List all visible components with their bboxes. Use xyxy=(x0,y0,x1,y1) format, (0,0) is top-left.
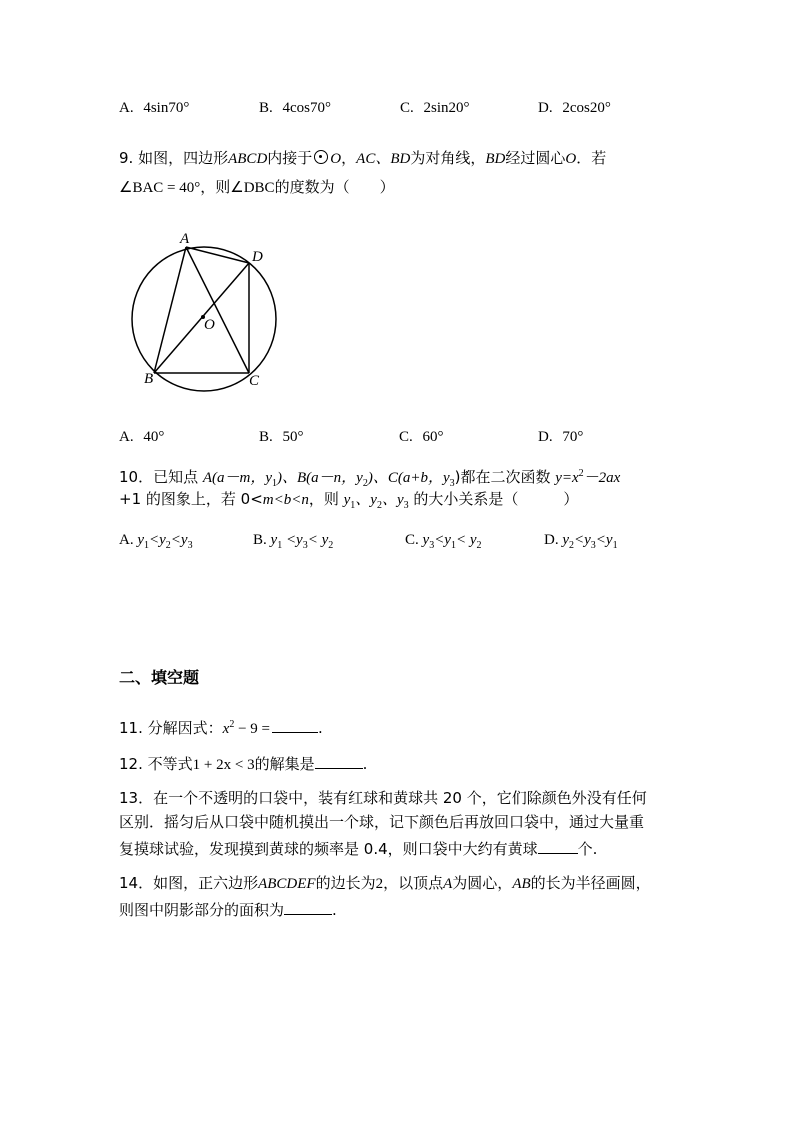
q10-option-c: C. $y_3<y_1< y_2$ xyxy=(405,532,482,551)
q11-answer-blank[interactable] xyxy=(272,718,318,733)
q9-option-b: B. 50° xyxy=(259,429,304,445)
q14-line1: 14．如图，正六边形ABCDEF的边长为2，以顶点A为圆心，AB的长为半径画圆， xyxy=(119,874,651,892)
q9-stem-line1: 9. 如图，四边形ABCD内接于 O，AC、BD为对角线，BD经过圆心O．若 xyxy=(119,149,607,167)
q12-stem: 12. 不等式1 + 2x < 3的解集是 . xyxy=(119,755,368,773)
q8-option-d: D. 2cos20° xyxy=(538,100,611,116)
q11-stem: 11. 分解因式：$x^2 - 9$ = . xyxy=(119,719,323,737)
q13-line2: 区别．摇匀后从口袋中随机摸出一个球，记下颜色后再放回口袋中，通过大量重 xyxy=(119,813,645,831)
q8-option-a: A. 4sin70° xyxy=(119,100,190,116)
q12-answer-blank[interactable] xyxy=(315,754,363,769)
label-b: B xyxy=(144,371,154,387)
diagonal-ac xyxy=(186,247,249,373)
q8-option-c: C. 2sin20° xyxy=(400,100,470,116)
q13-answer-blank[interactable] xyxy=(538,839,578,854)
label-o: O xyxy=(204,317,215,333)
q9-option-c: C. 60° xyxy=(399,429,444,445)
q10-stem-line2: +1 的图象上，若 0<m<b<n，则 $y_1$、$y_2$、$y_3$ 的大小关系是（ ） xyxy=(119,490,579,511)
q9-stem-line2: ∠BAC = 40°，则∠DBC的度数为（ ） xyxy=(119,178,395,196)
q9-figure xyxy=(120,225,290,395)
q8-option-b: B. 4cos70° xyxy=(259,100,332,116)
circle-o-symbol xyxy=(314,150,328,164)
q10-option-d: D. $y_2<y_3<y_1$ xyxy=(544,532,618,551)
section-heading-fill-in: 二、填空题 xyxy=(119,668,200,687)
label-a: A xyxy=(180,231,190,247)
q14-line2: 则图中阴影部分的面积为 . xyxy=(119,901,337,919)
q10-option-a: A. $y_1<y_2<y_3$ xyxy=(119,532,193,551)
q9-option-d: D. 70° xyxy=(538,429,584,445)
q14-answer-blank[interactable] xyxy=(284,900,332,915)
q13-line1: 13．在一个不透明的口袋中，装有红球和黄球共 20 个，它们除颜色外没有任何 xyxy=(119,789,647,807)
q9-option-a: A. 40° xyxy=(119,429,165,445)
chord-ad xyxy=(186,247,249,263)
q13-line3: 复摸球试验，发现摸到黄球的频率是 0.4，则口袋中大约有黄球 个. xyxy=(119,840,598,858)
label-d: D xyxy=(252,249,263,265)
q10-option-b: B. $y_1 <y_3< y_2$ xyxy=(253,532,334,551)
label-c: C xyxy=(249,373,260,389)
q10-stem-line1: 10．已知点 A(a－m，$y_1$)、B(a－n，$y_2$)、C(a+b，$y_3$)都在二次函数 $y=x^2-2ax$ xyxy=(119,468,621,489)
